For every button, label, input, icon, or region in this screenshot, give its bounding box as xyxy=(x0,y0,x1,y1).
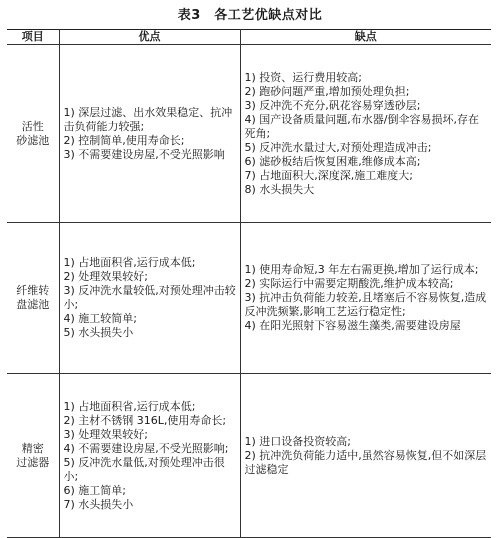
cons-item: 7) 占地面积大,深度深,施工难度大; xyxy=(244,168,413,182)
pros-item: 2) 主材不锈钢 316L,使用寿命长; xyxy=(63,413,227,427)
cons-item: 6) 滤砂板结后恢复困难,维修成本高; xyxy=(244,154,421,168)
cons-item: 4) 在阳光照射下容易滋生藻类,需要建设房屋 xyxy=(244,319,461,332)
cons-item: 3) 反冲洗不充分,矾花容易穿透砂层; xyxy=(244,98,421,112)
cons-item: 3) 抗冲击负荷能力较差,且堵塞后不容易恢复,造成反冲洗频繁,影响工艺运行稳定性; xyxy=(244,291,487,318)
row-cons-cell xyxy=(240,374,491,538)
header-row xyxy=(7,30,491,45)
pros-item: 3) 处理效果较好; xyxy=(63,427,148,441)
cons-item: 1) 投资、运行费用较高; xyxy=(244,70,362,84)
header-cons: 缺点 xyxy=(240,30,491,45)
row-pros-cell xyxy=(59,45,240,223)
pros-item: 3) 反冲洗水量较低,对预处理冲击较小; xyxy=(63,284,236,311)
pros-item: 7) 水头损失小 xyxy=(63,497,134,511)
pros-item: 6) 施工简单; xyxy=(63,483,126,497)
row-item-name xyxy=(7,45,59,223)
table-row xyxy=(7,223,491,374)
pros-item: 2) 处理效果较好; xyxy=(63,270,148,283)
table-row xyxy=(7,45,491,223)
pros-item: 2) 控制简单,使用寿命长; xyxy=(63,133,185,147)
pros-item: 4) 不需要建设房屋,不受光照影响; xyxy=(63,441,229,455)
item-name-line: 纤维转 xyxy=(16,284,50,297)
cons-list xyxy=(245,71,489,197)
cons-item: 2) 跑砂问题严重,增加预处理负担; xyxy=(244,84,410,98)
cons-item: 1) 进口设备投资较高; xyxy=(244,434,351,448)
cons-list xyxy=(245,263,489,333)
item-name-line: 过滤器 xyxy=(16,455,50,469)
row-item-name xyxy=(7,223,59,374)
pros-item: 4) 施工较简单; xyxy=(63,312,137,325)
pros-list xyxy=(64,106,237,162)
header-item: 项目 xyxy=(7,30,59,45)
cons-item: 1) 使用寿命短,3 年左右需更换,增加了运行成本; xyxy=(244,263,479,276)
cons-list xyxy=(245,435,489,477)
row-cons-cell xyxy=(240,223,491,374)
cons-item: 5) 反冲洗水量过大,对预处理造成冲击; xyxy=(244,140,432,154)
pros-item: 3) 不需要建设房屋,不受光照影响 xyxy=(63,147,225,161)
item-name-line: 精密 xyxy=(21,441,44,455)
pros-item: 1) 占地面积省,运行成本低; xyxy=(63,399,196,413)
item-name-line: 盘滤池 xyxy=(16,298,50,311)
pros-item: 5) 反冲洗水量低,对预处理冲击很小; xyxy=(63,455,225,483)
pros-list xyxy=(64,256,237,340)
pros-item: 1) 占地面积省,运行成本低; xyxy=(63,256,196,269)
table-caption: 表3 各工艺优缺点对比 xyxy=(177,8,323,23)
comparison-table xyxy=(7,29,491,538)
cons-item: 2) 抗冲洗负荷能力适中,虽然容易恢复,但不如深层过滤稳定 xyxy=(244,448,487,476)
header-pros: 优点 xyxy=(59,30,240,45)
pros-item: 1) 深层过滤、出水效果稳定、抗冲击负荷能力较强; xyxy=(63,105,233,133)
pros-item: 5) 水头损失小 xyxy=(63,326,134,339)
row-item-name xyxy=(7,374,59,538)
item-name-line: 砂滤池 xyxy=(16,133,50,147)
cons-item: 4) 国产设备质量问题,布水器/倒伞容易损坏,存在死角; xyxy=(244,112,479,140)
row-pros-cell xyxy=(59,374,240,538)
row-cons-cell xyxy=(240,45,491,223)
table-row xyxy=(7,374,491,538)
cons-item: 8) 水头损失大 xyxy=(244,182,315,196)
pros-list xyxy=(64,400,237,512)
item-name-line: 活性 xyxy=(21,119,44,133)
cons-item: 2) 实际运行中需要定期酸洗,维护成本较高; xyxy=(244,277,454,290)
row-pros-cell xyxy=(59,223,240,374)
